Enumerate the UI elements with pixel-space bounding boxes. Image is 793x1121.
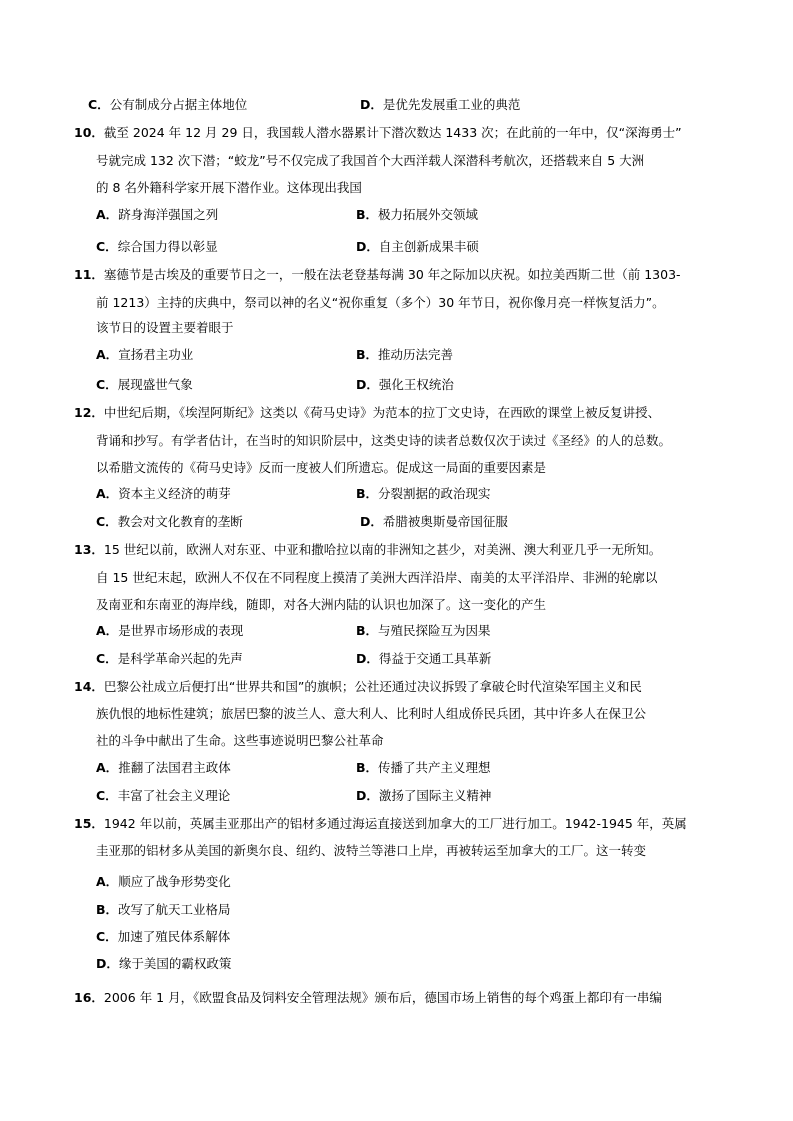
q9-option-c[interactable]: C．公有制成分占据主体地位 <box>88 97 248 112</box>
q11-stem-line-1: 11．塞德节是古埃及的重要节日之一，一般在法老登基每满 30 年之际加以庆祝。如拉美西斯二世（前 1303- <box>74 267 681 282</box>
q12-option-c[interactable]: C．教会对文化教育的垄断 <box>96 514 243 529</box>
q13-option-a[interactable]: A．是世界市场形成的表现 <box>96 623 244 638</box>
q13-option-b[interactable]: B．与殖民探险互为因果 <box>356 623 491 638</box>
q10-option-d[interactable]: D．自主创新成果丰硕 <box>356 239 479 254</box>
q15-option-b[interactable]: B．改写了航天工业格局 <box>96 902 231 917</box>
q13-stem-line-1: 13．15 世纪以前，欧洲人对东亚、中亚和撒哈拉以南的非洲知之甚少，对美洲、澳大利亚几乎一无所知。 <box>74 542 662 557</box>
q12-option-a[interactable]: A．资本主义经济的萌芽 <box>96 486 231 501</box>
q11-number: 11． <box>74 267 104 282</box>
q15-option-a[interactable]: A．顺应了战争形势变化 <box>96 874 231 889</box>
q14-stem-line-3: 社的斗争中献出了生命。这些事迹说明巴黎公社革命 <box>96 733 384 748</box>
q11-option-b[interactable]: B．推动历法完善 <box>356 347 454 362</box>
q14-stem-line-1: 14．巴黎公社成立后便打出“世界共和国”的旗帜；公社还通过决议拆毁了拿破仑时代渲染军国主义和民 <box>74 679 642 694</box>
q14-stem-line-2: 族仇恨的地标性建筑；旅居巴黎的波兰人、意大利人、比利时人组成侨民兵团，其中许多人在保卫公 <box>96 706 647 721</box>
q14-option-c[interactable]: C．丰富了社会主义理论 <box>96 788 231 803</box>
q15-stem-line-1: 15．1942 年以前，英属圭亚那出产的铝材多通过海运直接送到加拿大的工厂进行加工。1942-1945 年，英属 <box>74 816 687 831</box>
q15-option-c[interactable]: C．加速了殖民体系解体 <box>96 929 231 944</box>
q12-stem-line-3: 以希腊文流传的《荷马史诗》反而一度被人们所遗忘。促成这一局面的重要因素是 <box>96 460 547 475</box>
q11-option-c[interactable]: C．展现盛世气象 <box>96 377 193 392</box>
q10-number: 10． <box>74 125 104 140</box>
q13-stem-line-2: 自 15 世纪末起，欧洲人不仅在不同程度上摸清了美洲大西洋沿岸、南美的太平洋沿岸、非洲的轮廓以 <box>96 570 658 585</box>
q11-stem-line-2: 前 1213）主持的庆典中，祭司以神的名义“祝你重复（多个）30 年节日，祝你像月亮一样恢复活力”。 <box>96 295 665 310</box>
q14-option-a[interactable]: A．推翻了法国君主政体 <box>96 760 231 775</box>
q13-option-c[interactable]: C．是科学革命兴起的先声 <box>96 651 243 666</box>
q12-stem-line-2: 背诵和抄写。有学者估计，在当时的知识阶层中，这类史诗的读者总数仅次于读过《圣经》的人的总数。 <box>96 433 672 448</box>
q10-option-c[interactable]: C．综合国力得以彰显 <box>96 239 218 254</box>
q10-stem-line-3: 的 8 名外籍科学家开展下潜作业。这体现出我国 <box>96 180 362 195</box>
q16-stem-line-1: 16．2006 年 1 月，《欧盟食品及饲料安全管理法规》颁布后，德国市场上销售的每个鸡蛋上都印有一串编 <box>74 990 662 1005</box>
q12-number: 12． <box>74 405 104 420</box>
q14-option-d[interactable]: D．激扬了国际主义精神 <box>356 788 492 803</box>
q14-option-b[interactable]: B．传播了共产主义理想 <box>356 760 491 775</box>
q13-number: 13． <box>74 542 104 557</box>
q15-option-d[interactable]: D．缘于美国的霸权政策 <box>96 956 232 971</box>
q11-option-a[interactable]: A．宣扬君主功业 <box>96 347 194 362</box>
q11-option-d[interactable]: D．强化王权统治 <box>356 377 454 392</box>
q12-option-b[interactable]: B．分裂割据的政治现实 <box>356 486 491 501</box>
q10-stem-line-2: 号就完成 132 次下潜；“蛟龙”号不仅完成了我国首个大西洋载人深潜科考航次，还搭载来自 5 大洲 <box>96 153 645 168</box>
q15-number: 15． <box>74 816 104 831</box>
q13-option-d[interactable]: D．得益于交通工具革新 <box>356 651 492 666</box>
q12-stem-line-1: 12．中世纪后期，《埃涅阿斯纪》这类以《荷马史诗》为范本的拉丁文史诗，在西欧的课堂上被反复讲授、 <box>74 405 661 420</box>
q13-stem-line-3: 及南亚和东南亚的海岸线，随即，对各大洲内陆的认识也加深了。这一变化的产生 <box>96 597 547 612</box>
q15-stem-line-2: 圭亚那的铝材多从美国的新奥尔良、纽约、波特兰等港口上岸，再被转运至加拿大的工厂。这一转变 <box>96 843 647 858</box>
q12-option-d[interactable]: D．希腊被奥斯曼帝国征服 <box>360 514 508 529</box>
q10-option-a[interactable]: A．跻身海洋强国之列 <box>96 207 219 222</box>
q16-number: 16． <box>74 990 104 1005</box>
q10-option-b[interactable]: B．极力拓展外交领域 <box>356 207 479 222</box>
q11-stem-line-3: 该节日的设置主要着眼于 <box>96 320 234 335</box>
q10-stem-line-1: 10．截至 2024 年 12 月 29 日，我国载人潜水器累计下潜次数达 1433 次；在此前的一年中，仅“深海勇士” <box>74 125 682 140</box>
q9-option-d[interactable]: D．是优先发展重工业的典范 <box>360 97 521 112</box>
q14-number: 14． <box>74 679 104 694</box>
